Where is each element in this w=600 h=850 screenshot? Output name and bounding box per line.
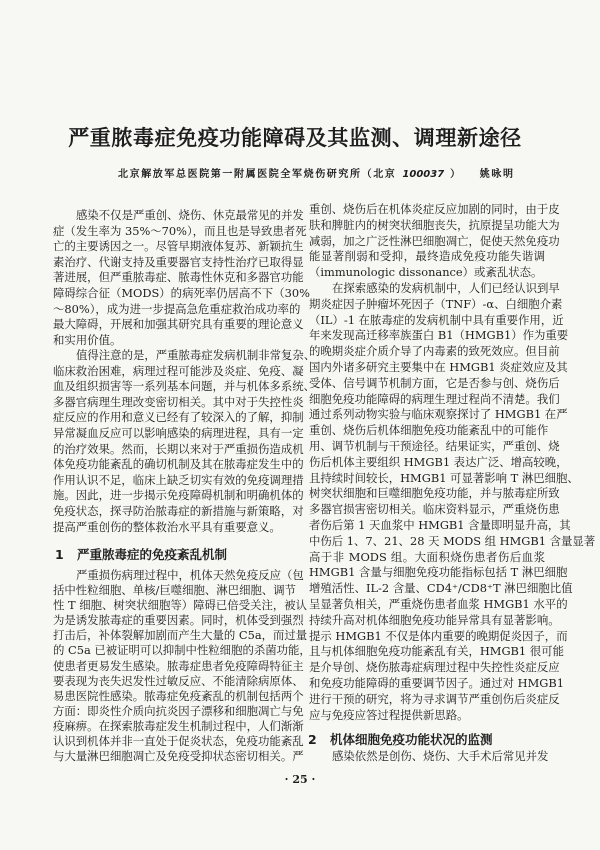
- text-line: 临床救治困难，病理过程可能涉及炎症、免疫、凝: [53, 363, 304, 378]
- paragraph: [309, 202, 560, 281]
- text-line: 重创、烧伤后在机体炎症反应加剧的同时，由于皮: [309, 202, 560, 216]
- text-line: 著进展，但严重脓毒症、脓毒性休克和多器官功能: [53, 270, 304, 285]
- text-line: 括中性粒细胞、单核/巨噬细胞、淋巴细胞、调节: [53, 583, 297, 598]
- section-number: 1: [55, 547, 64, 562]
- text-line: 值得注意的是，严重脓毒症发病机制非常复杂、: [76, 348, 316, 362]
- paragraph: [53, 568, 311, 764]
- section-number: 2: [308, 732, 317, 747]
- text-line: 能显著削弱和受抑，最终造成免疫功能失谐调: [309, 249, 545, 264]
- text-line: 受体、信号调节机制方面，它是否参与创、烧伤后: [309, 375, 560, 390]
- paragraph: [309, 749, 549, 765]
- text-line: 感染不仅是严重创、烧伤、休克最常见的并发: [76, 208, 304, 222]
- section-title: 严重脓毒症的免疫紊乱机制: [77, 547, 228, 562]
- text-line: 体免疫功能紊乱的确切机制及其在脓毒症发生中的: [53, 457, 304, 472]
- text-line: 为是诱发脓毒症的重要因素。同时，机体受到强烈: [53, 613, 304, 628]
- section-heading-2: [308, 730, 493, 748]
- text-line: 且与机体细胞免疫功能紊乱有关，HMGB1 很可能: [309, 644, 564, 659]
- text-line: HMGB1 含量与细胞免疫功能指标包括 T 淋巴细胞: [309, 565, 568, 580]
- text-line: ～80%），成为进一步提高急危重症救治成功率的: [53, 301, 301, 316]
- text-line: 血及组织损害等一系列基本问题，并与机体多系统、: [53, 379, 315, 394]
- text-line: （immunologic dissonance）或紊乱状态。: [309, 265, 543, 280]
- text-line: 的治疗效果。然而，长期以来对于严重损伤造成机: [53, 441, 304, 456]
- text-line: 与大量淋巴细胞凋亡及免疫受抑状态密切相关。严: [53, 749, 304, 764]
- text-line: 提高严重创伤的整体救治水平具有重要意义。: [53, 519, 281, 534]
- author-line: [118, 165, 515, 180]
- text-line: 且持续时间较长，HMGB1 可显著影响 T 淋巴细胞、: [309, 470, 579, 485]
- paragraph: [53, 348, 316, 535]
- text-line: 重创、烧伤后机体细胞免疫功能紊乱中的可能作: [309, 423, 549, 438]
- text-line: 多器官病理生理改变密切相关。其中对于失控性炎: [53, 394, 304, 409]
- text-line: 细胞免疫功能障碍的病理生理过程尚不清楚。我们: [309, 391, 560, 406]
- text-line: 国内外诸多研究主要集中在 HMGB1 炎症效应及其: [309, 359, 568, 374]
- text-line: 使患者更易发生感染。脓毒症患者免疫障碍特征主: [53, 658, 304, 673]
- affiliation-close: ）: [450, 169, 462, 180]
- text-line: 呈显著负相关，严重烧伤患者血浆 HMGB1 水平的: [309, 596, 568, 611]
- text-line: 免疫状态，探寻防治脓毒症的新措施与新策略，对: [53, 503, 304, 518]
- text-line: 的 C5a 已被证明可以抑制中性粒细胞的杀菌功能，: [53, 643, 311, 658]
- text-line: 症（发生率为 35%～70%），而且也是导致患者死: [53, 223, 307, 238]
- text-line: 作用认识不足，临床上缺乏切实有效的免疫调理措: [53, 472, 304, 487]
- text-line: 提示 HMGB1 不仅是体内重要的晚期促炎因子，而: [309, 628, 568, 643]
- text-line: 症反应的作用和意义已经有了较深入的了解，抑制: [53, 410, 304, 425]
- text-line: （IL）-1 在脓毒症的发病机制中具有重要作用，近: [309, 312, 564, 327]
- text-line: 期炎症因子肿瘤坏死因子（TNF）-α、白细胞介素: [309, 296, 563, 311]
- text-line: 障碍综合征（MODS）的病死率仍居高不下（30%: [53, 285, 310, 300]
- text-line: 在探索感染的发病机制中，人们已经认识到早: [332, 281, 560, 295]
- text-line: 多器官损害密切相关。临床资料显示，严重烧伤患: [309, 502, 560, 517]
- text-line: 应与免疫应答过程提供新思路。: [309, 707, 469, 722]
- text-line: 是介导创、烧伤脓毒症病理过程中失控性炎症反应: [309, 660, 560, 675]
- text-line: 者伤后第 1 天血浆中 HMGB1 含量即明显升高，其: [309, 517, 571, 532]
- text-line: 年来发现高迁移率族蛋白 B1（HMGB1）作为重要: [309, 328, 569, 343]
- author-name: 姚咏明: [479, 169, 515, 180]
- text-line: 伤后机体主要组织 HMGB1 表达广泛、增高较晚，: [309, 454, 568, 469]
- text-line: 肤和脾脏内的树突状细胞丧失，抗原提呈功能大为: [309, 217, 560, 232]
- text-line: 认识到机体并非一直处于促炎状态，免疫功能紊乱: [53, 734, 304, 749]
- text-line: 通过系列动物实验与临床观察探讨了 HMGB1 在严: [309, 407, 568, 422]
- text-line: 用、调节机制与干预途径。结果证实，严重创、烧: [309, 438, 560, 453]
- postal-code: 100037: [402, 169, 445, 180]
- paragraph: [309, 281, 596, 723]
- paper-title: 严重脓毒症免疫功能障碍及其监测、调理新途径: [68, 125, 522, 150]
- text-line: 高于非 MODS 组。大面积烧伤患者伤后血浆: [309, 549, 545, 564]
- text-line: 严重损伤病理过程中，机体天然免疫反应（包: [76, 568, 304, 582]
- text-line: 持续升高对机体细胞免疫功能异常具有显著影响。: [309, 612, 560, 627]
- text-line: 和实用价值。: [53, 332, 122, 347]
- text-line: 素治疗、代谢支持及重要器官支持性治疗已取得显: [53, 254, 304, 269]
- text-line: 减弱，加之广泛性淋巴细胞凋亡，促使天然免疫功: [309, 233, 560, 248]
- text-line: 和免疫功能障碍的重要调节因子。通过对 HMGB1: [309, 675, 564, 690]
- text-line: 亡的主要诱因之一。尽管早期液体复苏、新颖抗生: [53, 239, 304, 254]
- text-line: 感染依然是创伤、烧伤、大手术后常见并发: [332, 749, 549, 763]
- text-line: 异常凝血反应可以影响感染的病理进程，具有一定: [53, 425, 304, 440]
- text-line: 进行干预的研究，将为寻求调节严重创伤后炎症反: [309, 691, 560, 706]
- text-line: 最大障碍，开展和加强其研究具有重要的理论意义: [53, 317, 304, 332]
- text-line: 施。因此，进一步揭示免疫障碍机制和明确机体的: [53, 488, 304, 503]
- text-line: 打击后，补体裂解加剧而产生大量的 C5a，而过量: [53, 628, 308, 643]
- text-line: 中伤后 1、7、21、28 天 MODS 组 HMGB1 含量显著: [309, 533, 596, 548]
- text-line: 增殖活性、IL-2 含量、CD4⁺/CD8⁺T 淋巴细胞比值: [309, 581, 573, 596]
- page-number: · 25 ·: [284, 773, 316, 786]
- text-line: 方面：即炎性介质向抗炎因子漂移和细胞凋亡与免: [53, 703, 304, 718]
- affiliation: 北京解放军总医院第一附属医院全军烧伤研究所（北京: [118, 169, 397, 180]
- section-heading-1: [55, 545, 227, 563]
- text-line: 疫麻痹。在探索脓毒症发生机制过程中，人们渐渐: [53, 718, 304, 733]
- text-line: 的晚期炎症介质介导了内毒素的致死效应。但目前: [309, 344, 560, 359]
- section-title: 机体细胞免疫功能状况的监测: [330, 732, 493, 747]
- text-line: 树突状细胞和巨噬细胞免疫功能，并与脓毒症所致: [309, 486, 560, 501]
- text-line: 易患医院性感染。脓毒症免疫紊乱的机制包括两个: [53, 688, 304, 703]
- paragraph: [53, 208, 310, 348]
- text-line: 性 T 细胞、树突状细胞等）障碍已倍受关注，被认: [53, 598, 308, 613]
- text-line: 要表现为丧失迟发性过敏反应、不能清除病原体、: [53, 673, 304, 688]
